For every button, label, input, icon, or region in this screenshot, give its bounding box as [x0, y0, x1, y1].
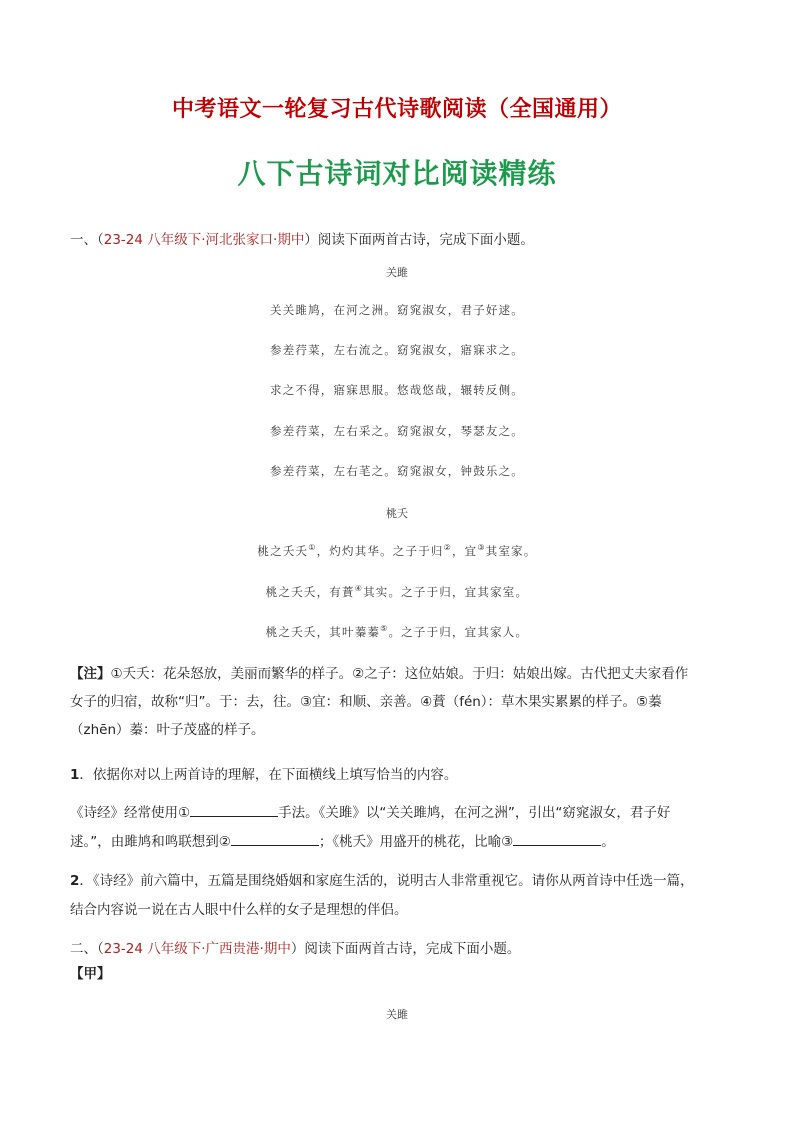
poem-2-line: 桃之夭夭，其叶蓁蓁⑤。之子于归，宜其家人。 — [265, 624, 529, 639]
section-2-tag: 【甲】 — [70, 966, 111, 982]
note-label: 【注】 — [70, 666, 111, 682]
document-subtitle: 八下古诗词对比阅读精练 — [237, 157, 557, 190]
answer-blank-3[interactable] — [513, 831, 601, 846]
question-2: 2．《诗经》前六篇中，五篇是围绕婚姻和家庭生活的，说明古人非常重视它。请你从两首诗中任选一篇， — [70, 873, 694, 889]
poem-1-title: 关雎 — [386, 266, 408, 279]
answer-blank-2[interactable] — [231, 831, 319, 846]
section-2-source: 23-24 八年级下·广西贵港·期中 — [103, 941, 291, 957]
section-2-poem-title: 关雎 — [386, 1008, 408, 1021]
annotation-note: 【注】①夭夭：花朵怒放，美丽而繁华的样子。②之子：这位姑娘。于归：姑娘出嫁。古代把丈夫家看作 女子的归宿，故称“归”。于：去，往。③宜：和顺、亲善。④蕡（fén）：草木果实累累的样子。⑤蓁 （zhēn）蓁：叶子茂盛的样子。 — [70, 666, 689, 738]
poem-2-line: 桃之夭夭①，灼灼其华。之子于归②，宜③其室家。 — [257, 543, 537, 558]
section-2-heading: 二、（23-24 八年级下·广西贵港·期中）阅读下面两首古诗，完成下面小题。 — [70, 941, 521, 957]
document-title: 中考语文一轮复习古代诗歌阅读（全国通用） — [171, 96, 622, 122]
section-1-source: 23-24 八年级下·河北张家口·期中 — [103, 232, 305, 248]
poem-2-title: 桃夭 — [386, 507, 408, 520]
question-2-line-2: 结合内容说一说在古人眼中什么样的女子是理想的伴侣。 — [70, 902, 408, 918]
question-1-fill-line: 《诗经》经常使用① 手法。《关雎》以“关关雎鸠，在河之洲”，引出“窈窕淑女，君子好 — [70, 801, 670, 821]
answer-blank-1[interactable] — [190, 802, 278, 817]
poem-1-line: 参差荇菜，左右流之。窈窕淑女，寤寐求之。 — [270, 343, 524, 357]
poem-1-line: 关关雎鸠，在河之洲。窈窕淑女，君子好逑。 — [270, 303, 524, 317]
poem-1-line: 参差荇菜，左右采之。窈窕淑女，琴瑟友之。 — [270, 424, 524, 438]
question-1: 1．依据你对以上两首诗的理解，在下面横线上填写恰当的内容。 — [70, 767, 458, 783]
section-1-heading: 一、（23-24 八年级下·河北张家口·期中）阅读下面两首古诗，完成下面小题。 — [70, 232, 534, 248]
poem-1-line: 求之不得，寤寐思服。悠哉悠哉，辗转反侧。 — [270, 383, 524, 397]
poem-2-line: 桃之夭夭，有蕡④其实。之子于归，宜其家室。 — [265, 584, 529, 599]
poem-1-line: 参差荇菜，左右芼之。窈窕淑女，钟鼓乐之。 — [270, 464, 524, 478]
question-1-fill-line: 逑。”，由雎鸠和鸣联想到② ；《桃夭》用盛开的桃花，比喻③ 。 — [70, 830, 615, 850]
